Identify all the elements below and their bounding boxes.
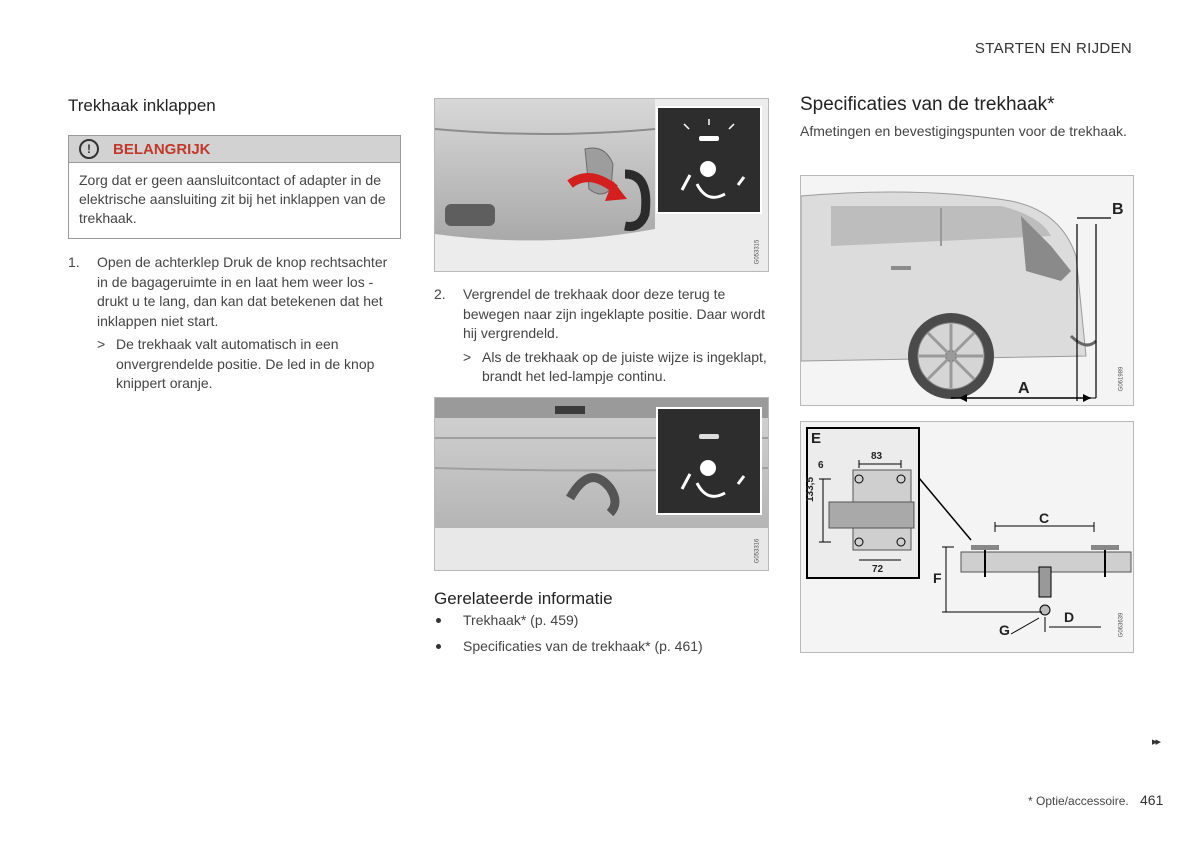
- step-text: Open de achterklep Druk de knop rechtsachter in de bagageruimte in en laat hem weer los - drukt u te lang, dan kan dat betekenen dat het inklappen niet start.: [97, 254, 388, 329]
- specs-intro: Afmetingen en bevestigingspunten voor de trekhaak.: [800, 123, 1127, 139]
- step-result: [68, 335, 401, 394]
- step-number: 2.: [434, 286, 446, 302]
- car-side-illustration: [801, 176, 1133, 405]
- next-page-arrows-icon[interactable]: ▸▸: [1152, 736, 1160, 748]
- bullet-icon: [436, 644, 441, 649]
- towbar-unlocked-illustration: [435, 99, 768, 271]
- dim-6: 6: [818, 460, 824, 471]
- warning-box: [68, 135, 401, 239]
- result-text: De trekhaak valt automatisch in een onvergrendelde positie. De led in de knop knippert oranje.: [116, 336, 375, 391]
- related-link-specs[interactable]: [434, 637, 703, 663]
- footnote: * Optie/accessoire.: [1028, 794, 1129, 808]
- related-info-title: Gerelateerde informatie: [434, 589, 613, 608]
- warning-title: BELANGRIJK: [113, 140, 211, 158]
- step-text: Vergrendel de trekhaak door deze terug te bewegen naar zijn ingeklapte positie. Daar wordt hij vergrendeld.: [463, 286, 765, 341]
- figure-code: G053316: [754, 538, 761, 564]
- result-marker: >: [97, 336, 106, 352]
- result-marker: >: [463, 348, 472, 365]
- dim-133-5: 133,5: [805, 476, 816, 502]
- towbar-locked-illustration: [435, 398, 768, 570]
- label-g: G: [999, 622, 1010, 638]
- related-link-text[interactable]: Trekhaak* (p. 459): [463, 612, 579, 628]
- mounting-diagram: [801, 422, 1133, 652]
- section-title-specs: Specificaties van de trekhaak*: [800, 94, 1055, 115]
- dim-label-b: B: [1112, 201, 1124, 218]
- label-c: C: [1039, 510, 1050, 526]
- dim-label-a: A: [1018, 380, 1030, 397]
- label-f: F: [933, 570, 942, 586]
- figure-mounting-points: [800, 421, 1134, 653]
- figure-car-dimensions: [800, 175, 1134, 406]
- warning-header: [69, 136, 400, 163]
- dim-72: 72: [872, 564, 884, 575]
- figure-towbar-locked: [434, 397, 769, 571]
- related-link-text[interactable]: Specificaties van de trekhaak* (p. 461): [463, 638, 703, 654]
- bullet-icon: [436, 618, 441, 623]
- step-result: [434, 348, 769, 387]
- step-number: 1.: [68, 254, 80, 270]
- label-e: E: [811, 430, 822, 447]
- section-title-fold-towbar: Trekhaak inklappen: [68, 96, 216, 115]
- dim-83: 83: [871, 451, 883, 462]
- step-1: [68, 253, 401, 394]
- warning-text: Zorg dat er geen aansluitcontact of adapter in de elektrische aansluiting zit bij het inklappen van de trekhaak.: [79, 172, 386, 226]
- figure-code: G063639: [1118, 612, 1125, 638]
- related-link-towbar[interactable]: [434, 611, 703, 637]
- chapter-header: STARTEN EN RIJDEN: [974, 40, 1132, 57]
- exclamation-icon: !: [79, 139, 99, 159]
- figure-code: G061989: [1118, 366, 1125, 392]
- figure-code: G053315: [754, 239, 761, 265]
- page-number: 461: [1140, 792, 1164, 808]
- step-2: [434, 285, 769, 387]
- result-text: Als de trekhaak op de juiste wijze is ingeklapt, brandt het led-lampje continu.: [482, 348, 767, 384]
- related-list: [434, 611, 703, 663]
- figure-towbar-unlocked: [434, 98, 769, 272]
- label-d: D: [1064, 609, 1075, 625]
